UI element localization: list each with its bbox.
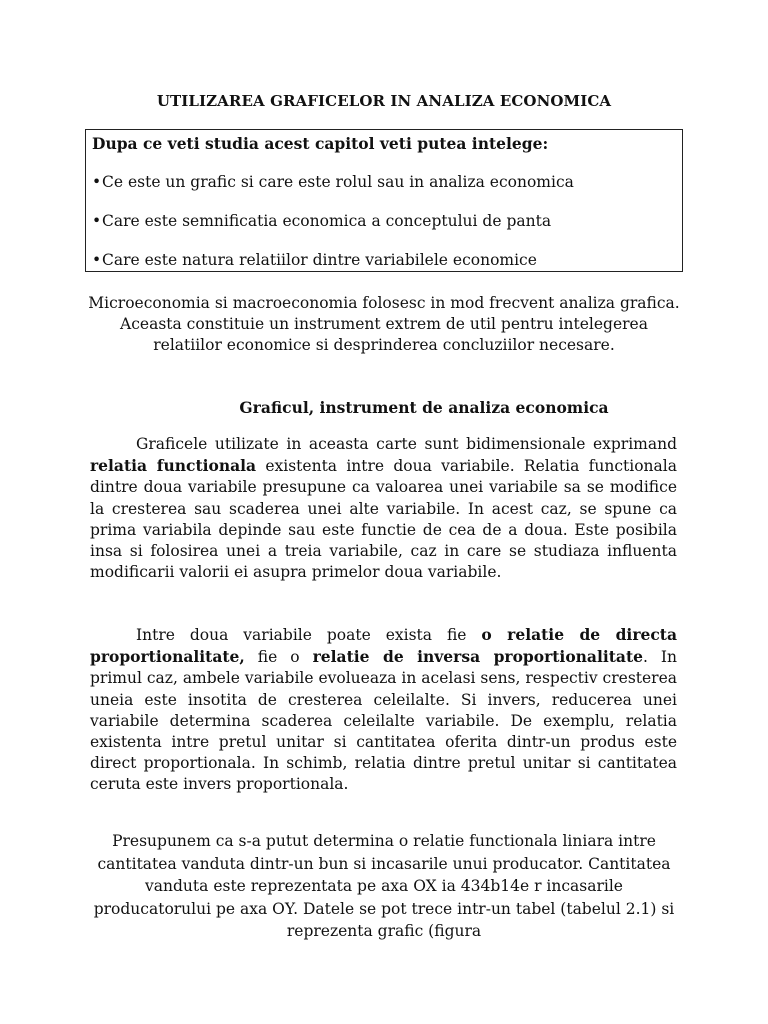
objective-text: Care este natura relatiilor dintre variabilele economice (102, 251, 537, 269)
objective-item (92, 211, 676, 231)
bold-term: relatia functionala (90, 456, 257, 476)
objectives-heading: Dupa ce veti studia acest capitol veti putea intelege: (92, 134, 549, 153)
bullet-icon: • (92, 212, 102, 230)
body-paragraph-1: Graficele utilizate in aceasta carte sunt bidimensionale exprimand relatia functionala existenta intre doua variabile. Relatia functionala dintre doua variabile presupune ca valoarea unei variabile sa se modifice la cresterea sau scaderea unei alte variabile. In acest caz, se spune ca prima variabila depinde sau este functie de cea de a doua. Este posibila insa si folosirea unei a treia variabile, caz in care se studiaza influenta modificarii valorii ei asupra primelor doua variabile. (90, 435, 677, 582)
bullet-icon: • (92, 251, 102, 269)
intro-paragraph: Microeconomia si macroeconomia folosesc in mod frecvent analiza grafica. Aceasta constituie un instrument extrem de util pentru intelegerea relatiilor economice si desprinderea concluziilor necesare. (88, 294, 680, 354)
section-heading: Graficul, instrument de analiza economica (239, 398, 609, 417)
objective-text: Care este semnificatia economica a conceptului de panta (102, 212, 552, 230)
body-paragraph-3: Presupunem ca s-a putut determina o relatie functionala liniara intre cantitatea vanduta dintr-un bun si incasarile unui producator. Cantitatea vanduta este reprezentata pe axa OX ia 434b14e r incasarile producatorului pe axa OY. Datele se pot trece intr-un tabel (tabelul 2.1) si reprezenta grafic (figura (93, 832, 675, 940)
page-title: UTILIZAREA GRAFICELOR IN ANALIZA ECONOMICA (156, 92, 612, 110)
body-paragraph-2: Intre doua variabile poate exista fie o relatie de directa proportionalitate, fie o relatie de inversa proportionalitate. In primul caz, ambele variabile evolueaza in acelasi sens, respectiv cresterea uneia este insotita de cresterea celeilalte. Si invers, reducerea unei variabile determina scaderea celeilalte variabile. De exemplu, relatia existenta intre pretul unitar si cantitatea oferita dintr-un produs este direct proportionala. In schimb, relatia dintre pretul unitar si cantitatea ceruta este invers proportionala. (90, 625, 678, 794)
objective-item (92, 172, 676, 192)
objectives-box (85, 129, 683, 272)
bullet-icon: • (92, 173, 102, 191)
objective-text: Ce este un grafic si care este rolul sau in analiza economica (102, 173, 574, 191)
bold-term: o relatie de directa proportionalitate, (90, 625, 677, 667)
bold-term: relatie de inversa proportionalitate (312, 647, 643, 667)
objective-item (92, 250, 676, 270)
